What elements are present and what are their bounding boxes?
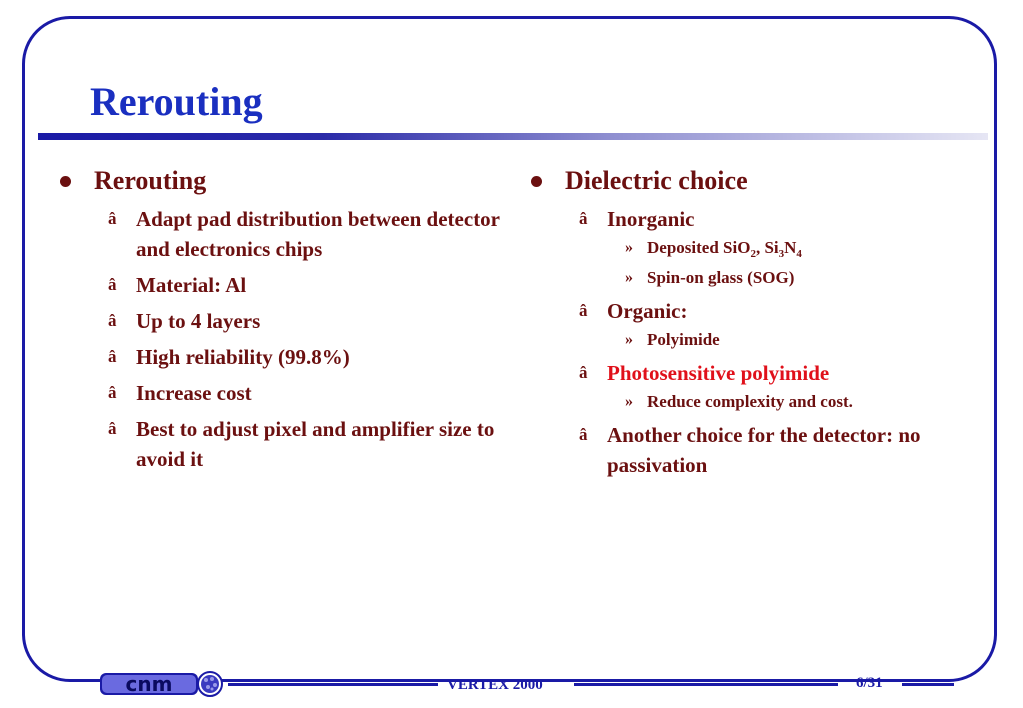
sub-item-label: Increase cost (136, 381, 252, 405)
footer-rule-right (902, 683, 954, 686)
arrow-marker-icon: â (579, 301, 588, 320)
sub-item-label: Best to adjust pixel and amplifier size to avoid it (136, 417, 495, 471)
sub-item (56, 204, 506, 264)
arrow-marker-icon: â (108, 311, 117, 330)
polyimide-label: Polyimide (647, 330, 720, 349)
sub-item-photosensitive (527, 358, 977, 388)
deposited-label: Deposited SiO$_2$, $Si_3N_4$ (647, 238, 802, 260)
bullet-dot-icon (60, 176, 71, 187)
sog-label: Spin-on glass (SOG) (647, 268, 795, 287)
sub-item-label: High reliability (99.8%) (136, 345, 350, 369)
sub-sub-item-deposited (527, 236, 977, 260)
sub-sub-item-polyimide (527, 328, 977, 352)
bullet-dot-icon (531, 176, 542, 187)
arrow-marker-icon: â (108, 347, 117, 366)
footer-rule-left (228, 683, 438, 686)
sub-item-label: Organic: (607, 299, 688, 323)
sub-item-label: Adapt pad distribution between detector and electronics chips (136, 207, 500, 261)
arrow-marker-icon: â (579, 209, 588, 228)
footer-rule-mid (574, 683, 838, 686)
reduce-label: Reduce complexity and cost. (647, 392, 853, 411)
chevron-marker-icon: » (625, 331, 633, 348)
sub-item-another (527, 420, 977, 480)
sub-item (56, 306, 506, 336)
footer-center: VERTEX 2000 (447, 677, 543, 693)
arrow-marker-icon: â (108, 209, 117, 228)
arrow-marker-icon: â (108, 275, 117, 294)
arrow-marker-icon: â (579, 363, 588, 382)
logo-text: cnm (125, 672, 173, 696)
arrow-marker-icon: â (108, 383, 117, 402)
sub-sub-item-reduce (527, 390, 977, 414)
arrow-marker-icon: â (579, 425, 588, 444)
slide-title: Rerouting (90, 79, 263, 124)
sub-item (56, 414, 506, 474)
sub-item-inorganic (527, 204, 977, 234)
title-underline (38, 133, 988, 140)
bullet-label: Dielectric choice (565, 166, 748, 195)
sub-item (56, 378, 506, 408)
cnm-logo (98, 670, 228, 698)
chevron-marker-icon: » (625, 393, 633, 410)
bullet-dielectric (527, 164, 977, 198)
sub-item-label: Another choice for the detector: no passivation (607, 423, 921, 477)
chevron-marker-icon: » (625, 239, 633, 256)
sub-item-label: Inorganic (607, 207, 695, 231)
left-column (56, 164, 506, 480)
bullet-rerouting (56, 164, 506, 198)
page-number: 6/31 (856, 675, 883, 691)
bullet-label: Rerouting (94, 166, 207, 195)
sub-item-organic (527, 296, 977, 326)
sub-item-label: Up to 4 layers (136, 309, 261, 333)
arrow-marker-icon: â (108, 419, 117, 438)
sub-item-label: Material: Al (136, 273, 247, 297)
sub-item (56, 342, 506, 372)
right-column (527, 164, 977, 486)
sub-item (56, 270, 506, 300)
photosensitive-label: Photosensitive polyimide (607, 361, 830, 385)
chevron-marker-icon: » (625, 269, 633, 286)
sub-sub-item-sog (527, 266, 977, 290)
